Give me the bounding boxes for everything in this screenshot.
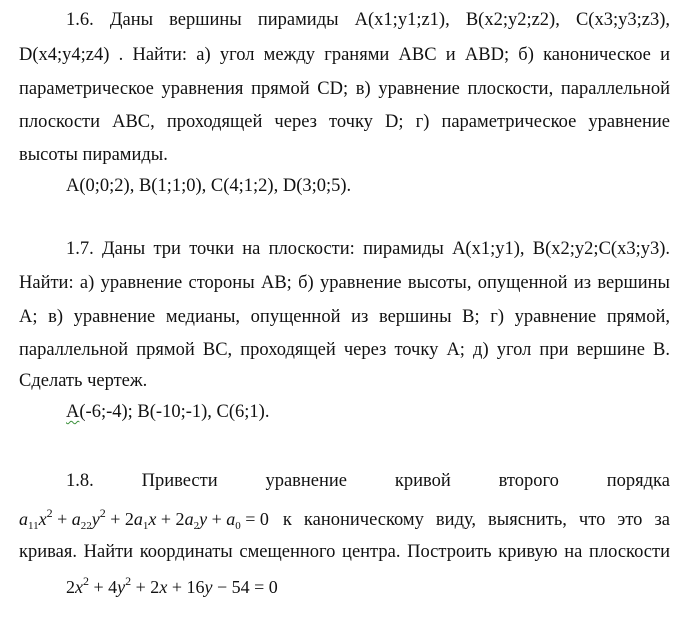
task-1-6-line-3: параметрическое уравнения прямой CD; в) уравнение плоскости, параллельной	[19, 79, 670, 99]
task-1-8-line-2-text: к каноническому виду, выяснить, что это за	[282, 510, 670, 530]
task-1-7-line-3: A; в) уравнение медианы, опущенной из вершины B; г) уравнение прямой,	[19, 307, 670, 327]
general-curve-equation: $a_{11}x^2 + a_{22}y^2 + 2a_1x + 2a_2y + a_0 = 0$	[19, 506, 269, 532]
task-1-6-line-5: высоты пирамиды.	[19, 145, 168, 165]
task-1-8-word: второго	[498, 471, 559, 491]
task-1-6-data: A(0;0;2), B(1;1;0), C(4;1;2), D(3;0;5).	[66, 176, 352, 196]
task-1-8-word: 1.8.	[66, 471, 94, 491]
task-1-6-line-4: плоскости ABC, проходящей через точку D; г) параметрическое уравнение	[19, 112, 670, 132]
task-1-6-line-2: D(x4;y4;z4) . Найти: а) угол между гранями ABC и ABD; б) каноническое и	[19, 45, 670, 65]
task-1-8-line-3: кривая. Найти координаты смещенного центра. Построить кривую на плоскости	[19, 542, 670, 562]
task-1-6-line-1: 1.6. Даны вершины пирамиды A(x1;y1;z1), B(x2;y2;z2), C(x3;y3;z3),	[66, 10, 670, 30]
task-1-7-line-1: 1.7. Даны три точки на плоскости: пирамиды A(x1;y1), B(x2;y2;C(x3;y3).	[66, 239, 670, 259]
task-1-8-word: кривой	[394, 471, 451, 491]
task-1-8-word: порядка	[606, 471, 670, 491]
task-1-8-word: Привести	[141, 471, 218, 491]
spellcheck-marked-letter: A	[66, 402, 80, 422]
task-1-7-data	[66, 401, 670, 423]
task-1-8-word: уравнение	[265, 471, 348, 491]
task-1-7-line-2: Найти: а) уравнение стороны AB; б) уравнение высоты, опущенной из вершины	[19, 273, 670, 293]
task-1-8-line-1	[66, 470, 670, 492]
task-1-7-data-rest: (-6;-4); B(-10;-1), C(6;1).	[79, 402, 270, 422]
task-1-8-line-2	[19, 506, 670, 532]
task-1-7-line-4: параллельной прямой BC, проходящей через точку A; д) угол при вершине B.	[19, 340, 670, 360]
specific-curve-equation: $2x^2 + 4y^2 + 2x + 16y - 54 = 0$	[66, 574, 278, 597]
task-1-7-line-5: Сделать чертеж.	[19, 371, 148, 391]
